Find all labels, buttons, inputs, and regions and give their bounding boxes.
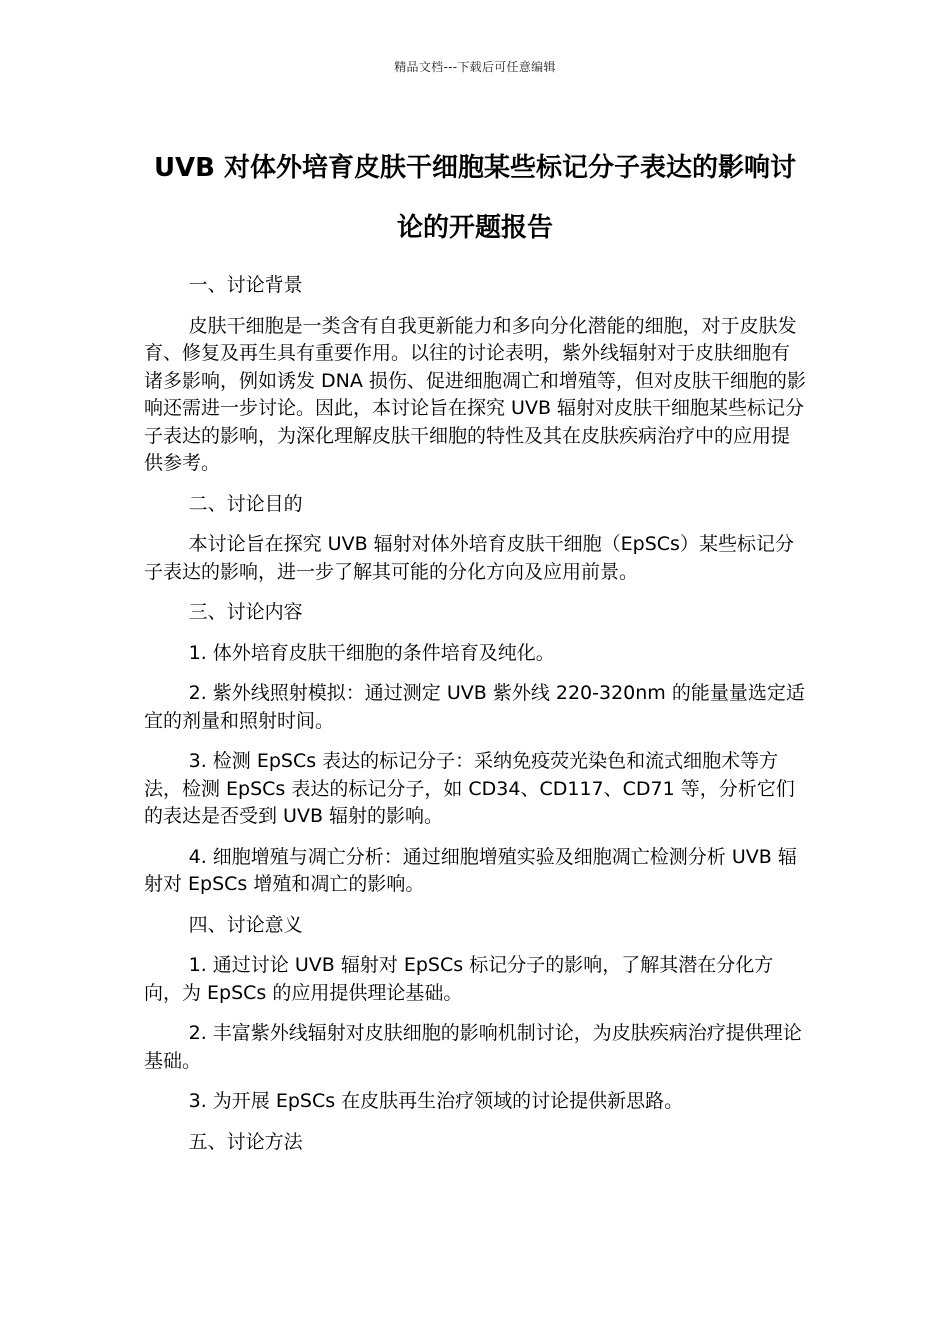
document-title: UVB 对体外培育皮肤干细胞某些标记分子表达的影响讨论的开题报告	[153, 153, 797, 243]
list-item-content-2: 2. 紫外线照射模拟：通过测定 UVB 紫外线 220-320nm 的能量量选定适宜的剂量和照射时间。	[144, 682, 805, 732]
list-item-content-4: 4. 细胞增殖与凋亡分析：通过细胞增殖实验及细胞凋亡检测分析 UVB 辐射对 EpSCs 增殖和凋亡的影响。	[144, 845, 797, 895]
list-item-significance-2: 2. 丰富紫外线辐射对皮肤细胞的影响机制讨论，为皮肤疾病治疗提供理论基础。	[144, 1022, 802, 1072]
paragraph-purpose: 本讨论旨在探究 UVB 辐射对体外培育皮肤干细胞（EpSCs）某些标记分子表达的影响，进一步了解其可能的分化方向及应用前景。	[144, 533, 794, 583]
section-heading-content: 三、讨论内容	[188, 601, 303, 623]
list-item-significance-3: 3. 为开展 EpSCs 在皮肤再生治疗领域的讨论提供新思路。	[188, 1090, 684, 1112]
header-note: 精品文档---下载后可任意编辑	[394, 60, 556, 74]
list-item-content-3: 3. 检测 EpSCs 表达的标记分子：采纳免疫荧光染色和流式细胞术等方法，检测 EpSCs 表达的标记分子，如 CD34、CD117、CD71 等，分析它们的表达是否受到 UVB 辐射的影响。	[144, 750, 795, 827]
paragraph-background: 皮肤干细胞是一类含有自我更新能力和多向分化潜能的细胞，对于皮肤发育、修复及再生具有重要作用。以往的讨论表明，紫外线辐射对于皮肤细胞有诸多影响，例如诱发 DNA 损伤、促进细胞凋亡和增殖等，但对皮肤干细胞的影响还需进一步讨论。因此，本讨论旨在探究 UVB 辐射对皮肤干细胞某些标记分子表达的影响，为深化理解皮肤干细胞的特性及其在皮肤疾病治疗中的应用提供参考。	[144, 314, 806, 474]
section-heading-background: 一、讨论背景	[188, 274, 303, 296]
list-item-content-1: 1. 体外培育皮肤干细胞的条件培育及纯化。	[188, 641, 555, 664]
section-heading-purpose: 二、讨论目的	[188, 492, 303, 515]
document-body	[144, 272, 806, 1169]
list-item-significance-1: 1. 通过讨论 UVB 辐射对 EpSCs 标记分子的影响，了解其潜在分化方向，为 EpSCs 的应用提供理论基础。	[144, 954, 774, 1004]
section-heading-method: 五、讨论方法	[188, 1130, 303, 1153]
section-heading-significance: 四、讨论意义	[188, 913, 303, 936]
